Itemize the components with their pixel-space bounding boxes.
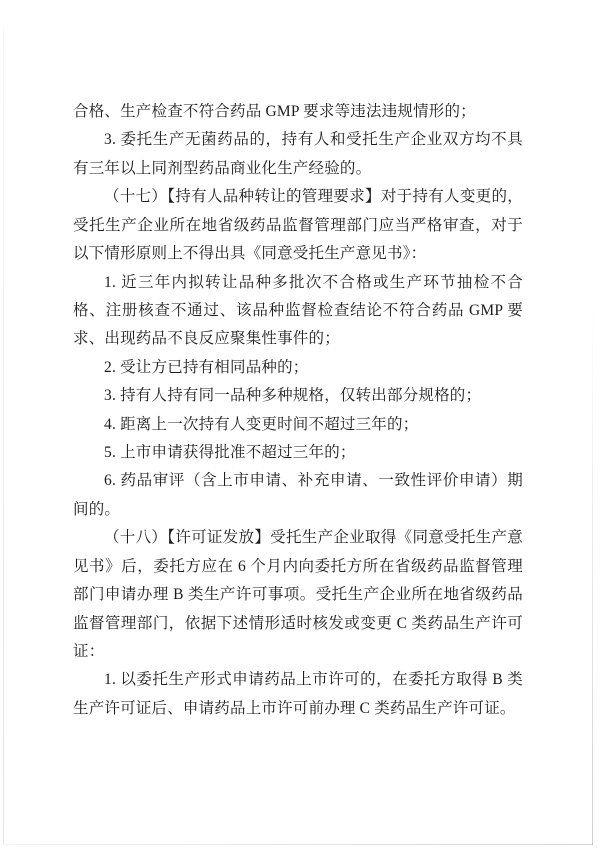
paragraph: （十八）【许可证发放】受托生产企业取得《同意受托生产意见书》后，委托方应在 6 个月内向委托方所在省级药品监督管理部门申请办理 B 类生产许可事项。受托生产企业所在地省级药品监督管理部门，依据下述情形适时核发或变更 C 类药品生产许可证： [73, 529, 523, 661]
document-body [73, 98, 523, 723]
paragraph: 4. 距离上一次持有人变更时间不超过三年的； [104, 415, 419, 433]
paragraph: 5. 上市申请获得批准不超过三年的； [104, 444, 356, 462]
paragraph: 1. 以委托生产形式申请药品上市许可的，在委托方取得 B 类生产许可证后、申请药品上市许可前办理 C 类药品生产许可证。 [73, 671, 523, 717]
page-edge-right [592, 300, 593, 845]
paragraph: 3. 委托生产无菌药品的，持有人和受托生产企业双方均不具有三年以上同剂型药品商业化生产经验的。 [73, 131, 523, 177]
paragraph: （十七）【持有人品种转让的管理要求】对于持有人变更的，受托生产企业所在地省级药品监督管理部门应当严格审查，对于以下情形原则上不得出具《同意受托生产意见书》： [73, 188, 523, 263]
page-edge-bottom [3, 844, 593, 845]
paragraph: 3. 持有人持有同一品种多种规格，仅转出部分规格的； [104, 387, 482, 405]
paragraph: 合格、生产检查不符合药品 GMP 要求等违法违规情形的； [73, 103, 476, 120]
paragraph: 2. 受让方已持有相同品种的； [104, 358, 309, 376]
paragraph: 1. 近三年内拟转让品种多批次不合格或生产环节抽检不合格、注册核查不通过、该品种监督检查结论不符合药品 GMP 要求、出现药品不良反应聚集性事件的； [73, 273, 523, 348]
page-edge-left [3, 28, 4, 844]
paragraph: 6. 药品审评（含上市申请、补充申请、一致性评价申请）期间的。 [73, 472, 523, 518]
